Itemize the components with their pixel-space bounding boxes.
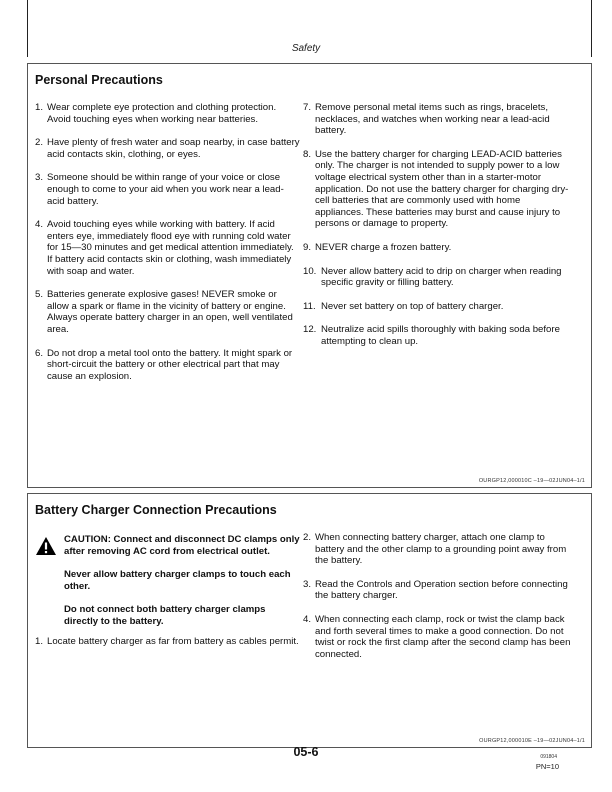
caution-text: CAUTION: Connect and disconnect DC clamps only after removing AC cord from electrical outlet. — [64, 534, 300, 557]
list-item: 7. Remove personal metal items such as rings, bracelets, necklaces, and watches when working near a lead-acid battery. — [303, 102, 550, 137]
personal-precautions-section — [27, 63, 592, 488]
left-column — [35, 534, 300, 647]
caution-text: Never allow battery charger clamps to touch each other. — [64, 569, 291, 592]
section-title: Battery Charger Connection Precautions — [35, 503, 277, 517]
caution-text: Do not connect both battery charger clamps directly to the battery. — [64, 604, 266, 627]
list-item: 1. Locate battery charger as far from battery as cables permit. — [35, 635, 299, 647]
list-item: 11. Never set battery on top of battery charger. — [303, 300, 504, 312]
running-header: Safety — [291, 43, 321, 54]
right-column — [303, 532, 571, 660]
list-item: 6. Do not drop a metal tool onto the battery. It might spark or short-circuit the battery or other electrical part that may cause an explosion. — [35, 347, 293, 382]
page-number: 05-6 — [293, 745, 319, 759]
list-item: 2. Have plenty of fresh water and soap nearby, in case battery acid contacts skin, clothing, or eyes. — [35, 137, 300, 160]
list-item: 2. When connecting battery charger, attach one clamp to battery and the other clamp to a grounding point away from the battery. — [303, 532, 567, 567]
reference-code: OURGP12,000010E –19—02JUN04–1/1 — [479, 738, 585, 744]
reference-code: OURGP12,000010C –19—02JUN04–1/1 — [478, 478, 585, 484]
list-item: 9. NEVER charge a frozen battery. — [303, 241, 452, 253]
footer-pn: PN=10 — [535, 762, 559, 771]
list-item: 4. Avoid touching eyes while working with battery. If acid enters eye, immediately flood eye with running cold water for 15—30 minutes and get medical attention immediately. If battery acid contacts skin or clothing, wash immediately with soap and water. — [35, 219, 294, 277]
list-item: 3. Read the Controls and Operation section before connecting the battery charger. — [303, 578, 568, 602]
warning-triangle-icon — [35, 536, 57, 556]
list-item: 12. Neutralize acid spills thoroughly with baking soda before attempting to clean up. — [303, 324, 560, 347]
list-item: 5. Batteries generate explosive gases! NEVER smoke or allow a spark or flame in the vicinity of battery or engine. Always operate battery charger in an open, well ventilated area. — [35, 289, 293, 335]
section-title: Personal Precautions — [35, 73, 163, 87]
list-item: 10. Never allow battery acid to drip on charger when reading specific gravity or filling battery. — [303, 265, 562, 289]
list-item: 1. Wear complete eye protection and clothing protection. Avoid touching eyes when working near batteries. — [35, 102, 277, 125]
charger-precautions-section — [27, 493, 592, 748]
footer-date-code: 091804 — [540, 754, 557, 760]
right-column — [303, 102, 571, 348]
list-item: 3. Someone should be within range of your voice or close enough to come to your aid when you work near a lead-acid battery. — [35, 172, 284, 207]
list-item: 4. When connecting each clamp, rock or twist the clamp back and forth several times to make a good connection. Do not twist or rock the first clamp after the second clamp has been connected. — [303, 613, 571, 660]
caution-block — [35, 534, 300, 628]
left-column — [35, 102, 300, 382]
list-item: 8. Use the battery charger for charging LEAD-ACID batteries only. The charger is not intended to supply power to a low voltage electrical system other than in a starter-motor application. Do not use the battery charger for charging dry-cell batteries that are commonly used with home appliances. These batteries may burst and cause injury to persons or damage to property. — [303, 148, 569, 230]
